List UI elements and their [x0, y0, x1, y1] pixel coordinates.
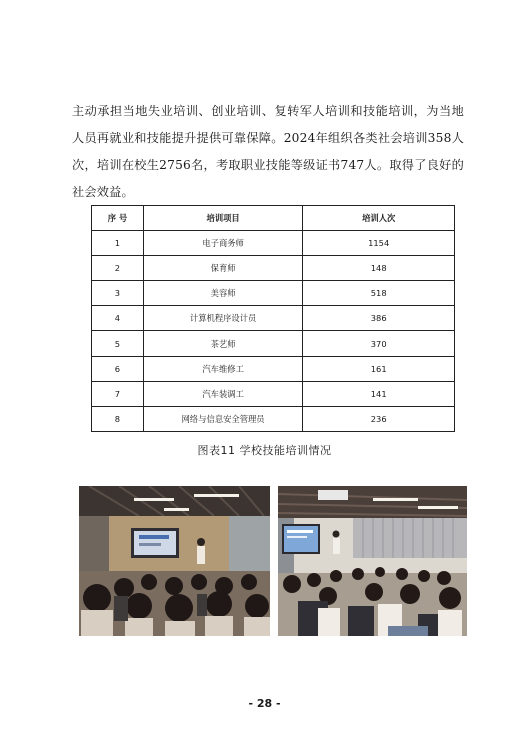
- header-project: 培训项目: [143, 206, 303, 231]
- row-index: 6: [92, 356, 144, 381]
- table-row: [92, 331, 455, 356]
- page-number: - 28 -: [248, 697, 281, 710]
- table-row: [92, 406, 455, 431]
- intro-paragraph-text: 主动承担当地失业培训、创业培训、复转军人培训和技能培训，为当地人员再就业和技能提升提供可靠保障。2024年组织各类社会培训358人次，培训在校生2756名，考取职业技能等级证书747人。取得了良好的社会效益。: [72, 104, 464, 199]
- row-index: 7: [92, 381, 144, 406]
- row-count: 148: [303, 256, 455, 281]
- row-count: 518: [303, 281, 455, 306]
- figure-caption: 图表11 学校技能培训情况: [197, 444, 332, 457]
- table-header-row: [92, 206, 455, 231]
- row-index: 4: [92, 306, 144, 331]
- row-project: 电子商务师: [143, 231, 303, 256]
- row-project: 汽车装调工: [143, 381, 303, 406]
- row-index: 3: [92, 281, 144, 306]
- row-project: 计算机程序设计员: [143, 306, 303, 331]
- row-count: 236: [303, 406, 455, 431]
- table-row: [92, 381, 455, 406]
- row-index: 1: [92, 231, 144, 256]
- header-index: 序 号: [92, 206, 144, 231]
- row-project: 美容师: [143, 281, 303, 306]
- row-count: 141: [303, 381, 455, 406]
- training-photo-right: [278, 486, 467, 636]
- header-count: 培训人次: [303, 206, 455, 231]
- row-index: 5: [92, 331, 144, 356]
- table-row: [92, 256, 455, 281]
- intro-paragraph: [72, 98, 464, 206]
- row-count: 370: [303, 331, 455, 356]
- row-index: 8: [92, 406, 144, 431]
- row-count: 161: [303, 356, 455, 381]
- table-row: [92, 306, 455, 331]
- table-row: [92, 231, 455, 256]
- table-row: [92, 356, 455, 381]
- row-count: 386: [303, 306, 455, 331]
- row-project: 茶艺师: [143, 331, 303, 356]
- row-project: 保育师: [143, 256, 303, 281]
- row-count: 1154: [303, 231, 455, 256]
- row-project: 汽车维修工: [143, 356, 303, 381]
- table-row: [92, 281, 455, 306]
- row-project: 网络与信息安全管理员: [143, 406, 303, 431]
- training-photo-left: [79, 486, 270, 636]
- row-index: 2: [92, 256, 144, 281]
- training-table: [91, 205, 455, 432]
